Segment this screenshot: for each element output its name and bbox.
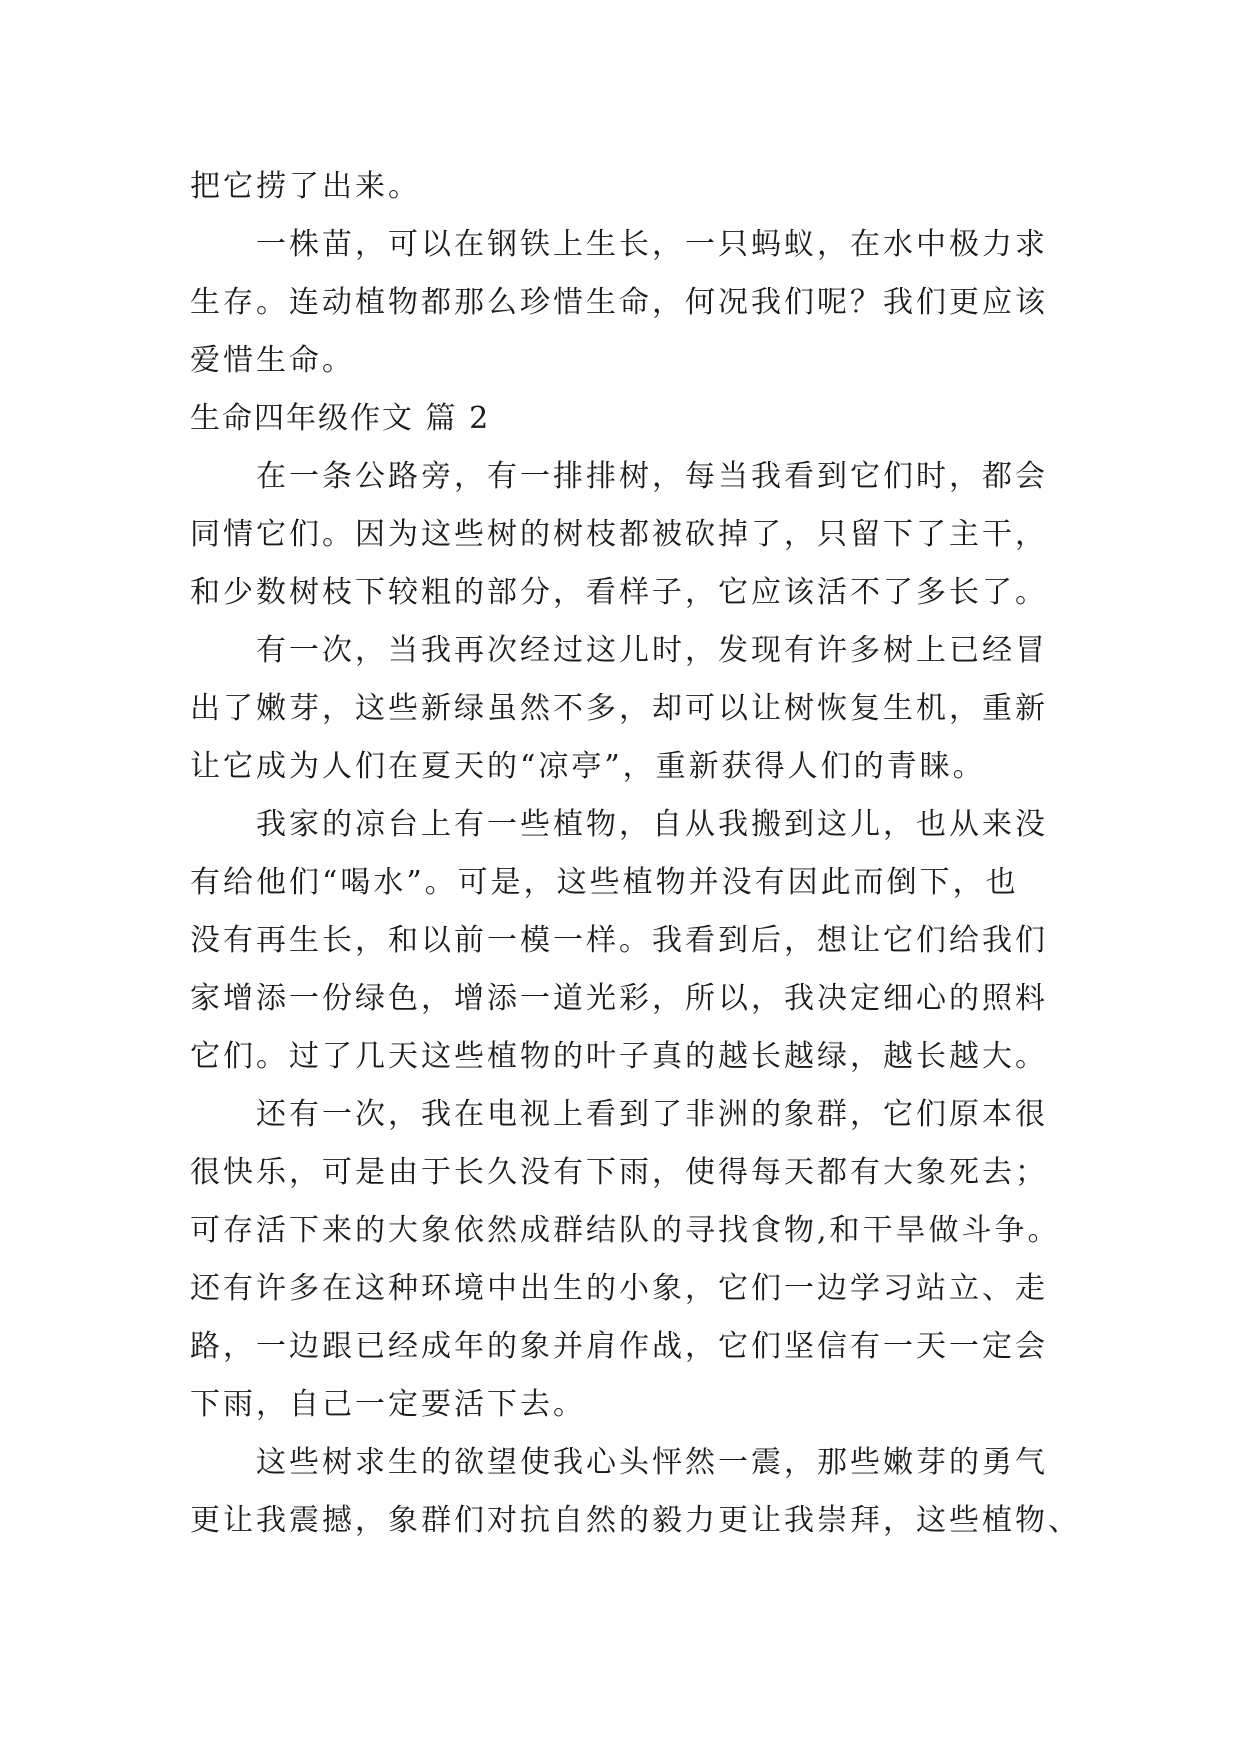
paragraph-first-line: 我家的凉台上有一些植物，自从我搬到这儿，也从来没 [256,807,1048,842]
text-line: 没有再生长，和以前一模一样。我看到后，想让它们给我们 [190,923,1048,958]
text-line: 它们。过了几天这些植物的叶子真的越长越绿，越长越大。 [190,1039,1048,1074]
section-heading: 生命四年级作文 篇 2 [190,401,491,436]
paragraph-first-line: 还有一次，我在电视上看到了非洲的象群，它们原本很 [256,1097,1048,1132]
paragraph-first-line: 在一条公路旁，有一排排树，每当我看到它们时，都会 [256,459,1048,494]
paragraph-first-line: 这些树求生的欲望使我心头怦然一震，那些嫩芽的勇气 [256,1445,1048,1480]
document-body [190,158,1081,1550]
text-line: 家增添一份绿色，增添一道光彩，所以，我决定细心的照料 [190,981,1048,1016]
text-line: 有给他们“喝水”。可是，这些植物并没有因此而倒下，也 [190,865,1019,900]
text-line: 可存活下来的大象依然成群结队的寻找食物,和干旱做斗争。 [190,1213,1061,1248]
text-line: 和少数树枝下较粗的部分，看样子，它应该活不了多长了。 [190,575,1048,610]
text-line: 更让我震撼，象群们对抗自然的毅力更让我崇拜，这些植物、 [190,1503,1081,1538]
text-line: 出了嫩芽，这些新绿虽然不多，却可以让树恢复生机，重新 [190,691,1048,726]
text-line: 下雨，自己一定要活下去。 [190,1387,586,1422]
text-line: 同情它们。因为这些树的树枝都被砍掉了，只留下了主干， [190,517,1048,552]
paragraph-first-line: 一株苗，可以在钢铁上生长，一只蚂蚁，在水中极力求 [256,227,1048,262]
paragraph-first-line: 有一次，当我再次经过这儿时，发现有许多树上已经冒 [256,633,1048,668]
text-line: 爱惜生命。 [190,343,355,378]
text-line: 还有许多在这种环境中出生的小象，它们一边学习站立、走 [190,1271,1048,1306]
text-line: 生存。连动植物都那么珍惜生命，何况我们呢？我们更应该 [190,285,1048,320]
text-line: 路，一边跟已经成年的象并肩作战，它们坚信有一天一定会 [190,1329,1048,1364]
text-line: 让它成为人们在夏天的“凉亭”，重新获得人们的青睐。 [190,749,986,784]
text-line: 很快乐，可是由于长久没有下雨，使得每天都有大象死去； [190,1155,1048,1190]
text-line: 把它捞了出来。 [190,169,421,204]
